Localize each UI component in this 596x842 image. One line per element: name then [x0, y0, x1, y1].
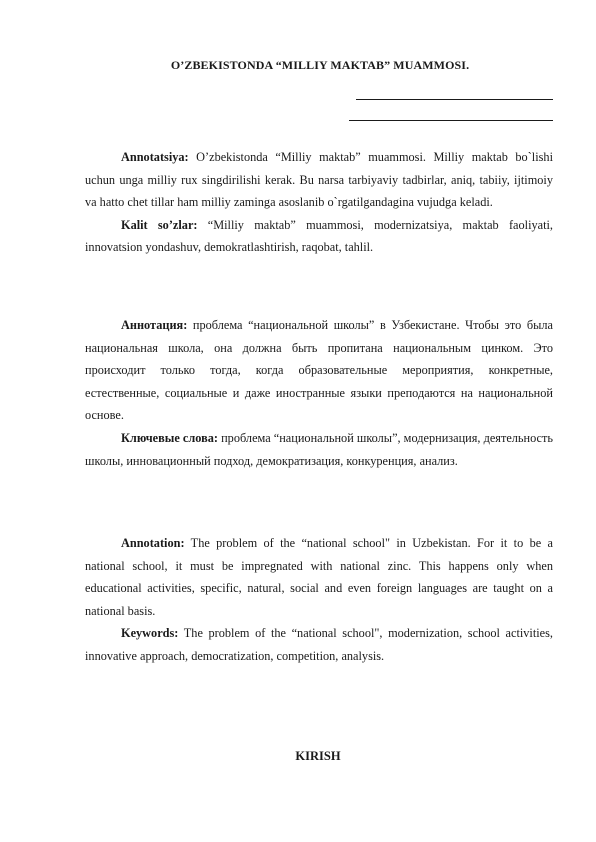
uzbek-abstract-text: O’zbekistonda “Milliy maktab” muammosi. Milliy maktab bo`lishi uchun unga milliy rux singdirilishi kerak. Bu narsa tarbiyaviy tadbirlar, aniq, tabiiy, ijtimoiy va hatto chet tillar ham milliy zaminga asoslanib o`rgatilgandagina vujudga keladi. — [85, 150, 553, 210]
paper-title: O’ZBEKISTONDA “MILLIY MAKTAB” MUAMMOSI. — [170, 58, 470, 72]
uzbek-abstract-label: Annotatsiya: — [121, 150, 189, 164]
english-abstract-block — [85, 532, 553, 668]
english-keywords-label: Keywords: — [121, 626, 179, 641]
uzbek-keywords-label: Kalit so’zlar: — [121, 217, 198, 232]
russian-abstract-label: Аннотация: — [121, 318, 188, 332]
section-heading: KIRISH — [295, 749, 341, 763]
author-line-1 — [356, 99, 553, 100]
russian-abstract — [85, 314, 553, 427]
russian-abstract-block — [85, 314, 553, 472]
english-keywords-text: The problem of the “national school", modernization, school activities, innovative approach, democratization, competition, analysis. — [85, 626, 553, 663]
english-abstract — [85, 532, 553, 622]
english-abstract-text: The problem of the “national school" in Uzbekistan. For it to be a national school, it must be impregnated with national zinc. This happens only when educational activities, specific, natural, social and even foreign languages are taught on a national basis. — [85, 536, 553, 618]
uzbek-keywords — [85, 214, 553, 259]
russian-keywords-label: Ключевые слова: — [121, 430, 219, 445]
russian-abstract-text: проблема “национальной школы” в Узбекистане. Чтобы это была национальная школа, она должна быть пропитана национальным цинком. Это происходит только тогда, когда образовательные мероприятия, конкретные, естественные, социальные и даже иностранные языки преподаются на национальной основе. — [85, 318, 553, 423]
uzbek-abstract — [85, 146, 553, 214]
russian-keywords — [85, 427, 553, 472]
english-keywords — [85, 622, 553, 667]
english-abstract-label: Annotation: — [121, 536, 185, 550]
russian-keywords-text: проблема “национальной школы”, модернизация, деятельность школы, инновационный подход, демократизация, конкуренция, анализ. — [85, 430, 554, 468]
uzbek-keywords-text: “Milliy maktab” muammosi, modernizatsiya, maktab faoliyati, innovatsion yondashuv, demokratlashtirish, raqobat, tahlil. — [85, 217, 553, 255]
uzbek-abstract-block — [85, 146, 553, 259]
author-line-2 — [349, 120, 553, 121]
